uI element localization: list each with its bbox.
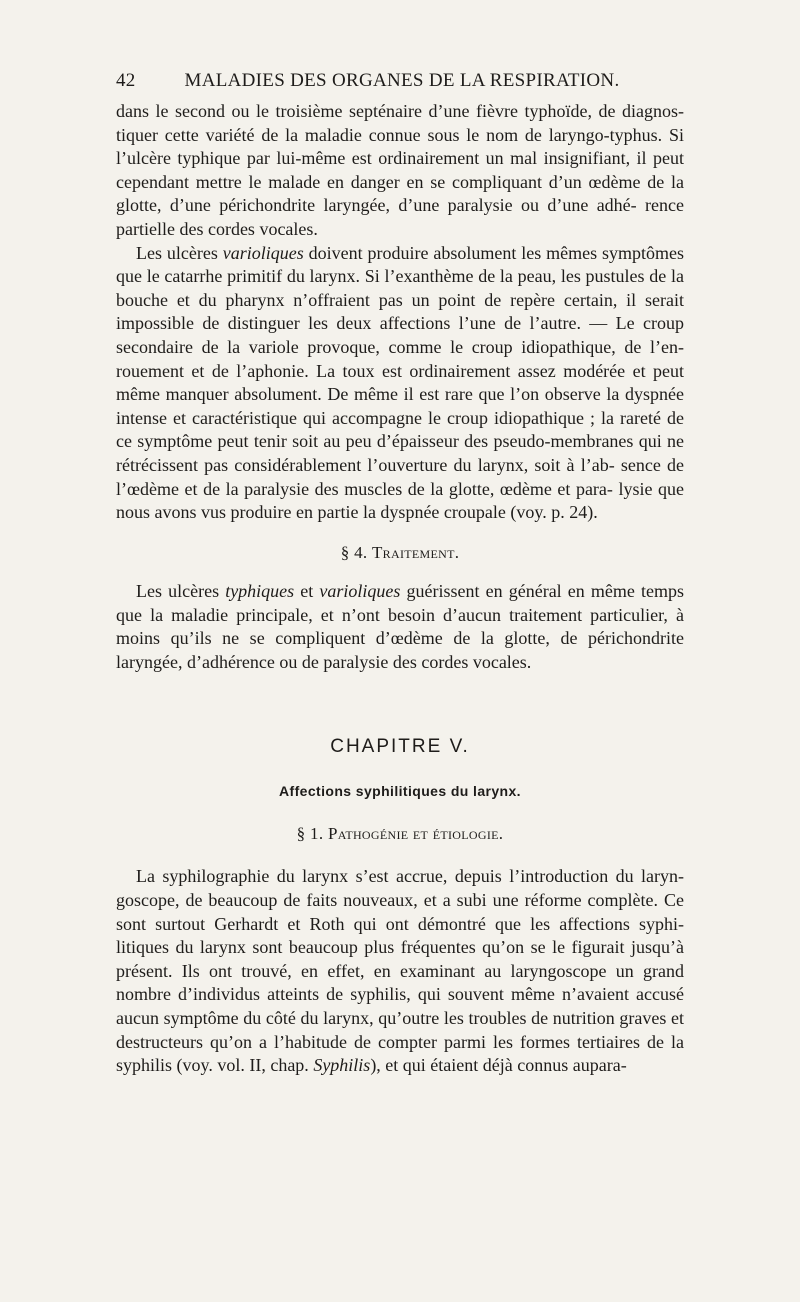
running-head [116, 70, 688, 96]
text-run: doivent produire absolument les mêmes symptômes que le catarrhe primitif du larynx. Si l’exanthème de la peau, les pustules de la bouche et du pharynx n’offraient pas un point de repère certain, il serait impossible de distinguer les deux affections l’une de l’autre. — Le croup secondaire de la variole provoque, comme le croup idiopathique, de l’en- rouement et de l’aphonie. La toux est ordinairement assez modérée et peut même manquer absolument. De même il est rare que l’on observe la dyspnée intense et caractéristique qui accompagne le croup idiopathique ; la rareté de ce symptôme peut tenir soit au peu d’épaisseur des pseudo-membranes qui ne rétrécissent pas considérablement l’ouverture du larynx, soit à l’ab- sence de l’œdème et de la paralysie des muscles de la glotte, œdème et para- lysie que nous avons vus produire en partie la dyspnée croupale (voy. p. 24). [116, 242, 684, 523]
italic-term: typhiques [225, 581, 295, 602]
paragraph-typhus: dans le second ou le troisième septénaire d’une fièvre typhoïde, de diagnos- tiquer cette variété de la maladie connue sous le nom de laryngo-typhus. Si l’ulcère typhique par lui-même est ordinairement un mal insignifiant, il peut cependant mettre le malade en danger en se compliquant d’un œdème de la glotte, d’une périchondrite laryngée, d’une paralysie ou d’une adhé- rence partielle des cordes vocales. [116, 101, 684, 239]
text-run: ), et qui étaient déjà connus aupara- [370, 1055, 627, 1076]
text-run: et [294, 581, 320, 602]
text-run: La syphilographie du larynx s’est accrue, depuis l’introduction du laryn- goscope, de beaucoup de faits nouveaux, et a subi une réforme complète. Ce sont surtout Gerhardt et Roth qui ont démontré que les affections syphi- litiques du larynx sont beaucoup plus fréquentes qu’on se le figurait jusqu’à présent. Ils ont trouvé, en effet, en examinant au laryngoscope un grand nombre d’individus atteints de syphilis, qui souvent même n’avaient accusé aucun symptôme du côté du larynx, qu’outre les troubles de nutrition graves et destructeurs qu’on a l’habitude de compter parmi les formes tertiaires de la syphilis (voy. vol. II, chap. [116, 866, 684, 1076]
text-run: guérissent en général en même temps que la maladie principale, et n’ont besoin d’aucun traitement particulier, à moins qu’ils ne se compliquent d’œdème de la glotte, de périchondrite laryngée, d’adhérence ou de paralysie des cordes vocales. [116, 581, 684, 673]
paragraph-treatment [116, 580, 684, 674]
italic-term: Syphilis [313, 1055, 371, 1076]
chapter-subtitle: Affections syphilitiques du larynx. [279, 783, 521, 800]
section-title: Pathogénie et étiologie. [327, 823, 504, 843]
section-heading-traitement [116, 541, 684, 565]
italic-term: varioliques [319, 581, 401, 602]
text-run: Les ulcères [136, 242, 223, 263]
chapter-title: CHAPITRE V. [330, 735, 470, 757]
section-title: Traitement. [372, 542, 460, 562]
paragraph-syphilographie [116, 865, 684, 1077]
italic-term: varioliques [222, 242, 304, 263]
paragraph-varioliques [116, 242, 684, 525]
page-number: 42 [116, 70, 136, 91]
section-number: § 4. [340, 542, 368, 562]
body-text [116, 100, 684, 1078]
section-number: § 1. [296, 823, 324, 843]
text-run: Les ulcères [136, 581, 226, 602]
section-heading-pathogenie [116, 822, 684, 846]
running-title: MALADIES DES ORGANES DE LA RESPIRATION. [184, 70, 620, 91]
